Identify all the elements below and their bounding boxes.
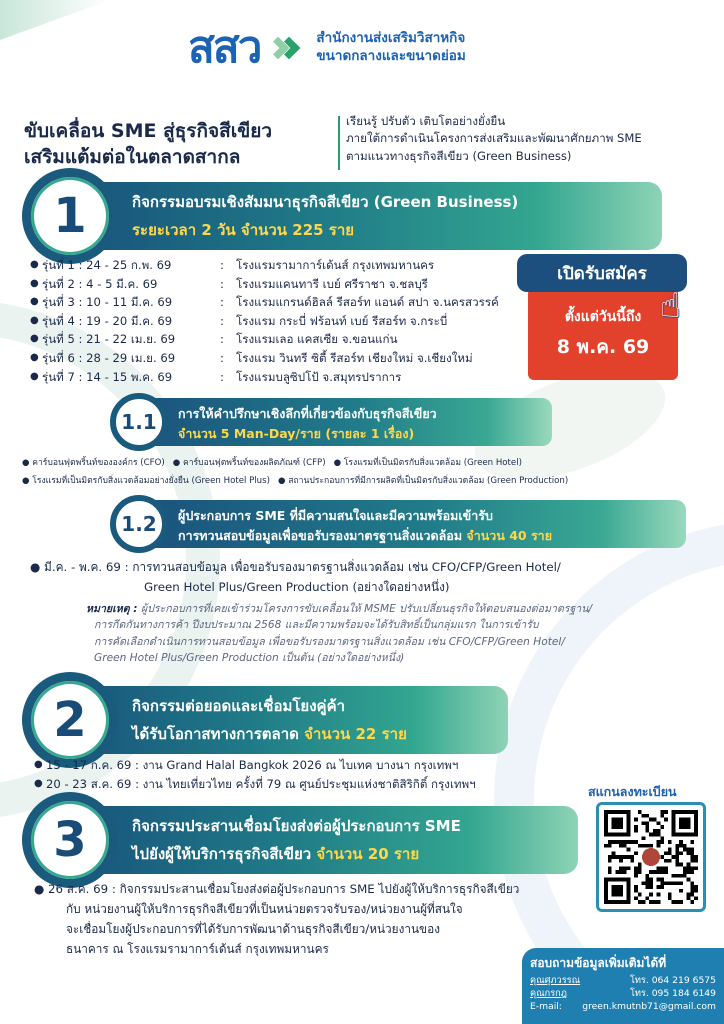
contact-email[interactable]: E-mail: green.kmutnb71@gmail.com [530, 1001, 716, 1012]
corner-decoration [0, 0, 110, 40]
contact-person: คุณศุภวรรณ โทร. 064 219 6575 [530, 975, 716, 986]
headline-line2: เสริมแต้มต่อในตลาดสากล [24, 146, 241, 169]
section1-number: 1 [22, 168, 118, 264]
agency-name-line2: ขนาดกลางและขนาดย่อม [316, 48, 466, 64]
qr-label: สแกนลงทะเบียน [588, 784, 677, 799]
section1-1-title: การให้คำปรึกษาเชิงลึกที่เกี่ยวข้องกับธุรกิจสีเขียว [178, 406, 437, 421]
topic-item: ● โรงแรมที่เป็นมิตรกับสิ่งแวดล้อมอย่างยั่งยืน (Green Hotel Plus) [22, 476, 270, 486]
section3-title: กิจกรรมประสานเชื่อมโยงส่งต่อผู้ประกอบการ SME [132, 817, 461, 835]
event-row: ● 15 - 17 ก.ค. 69 : งาน Grand Halal Bangkok 2026 ณ ไบเทค บางนา กรุงเทพฯ [34, 758, 459, 772]
verification-detail-line2: Green Hotel Plus/Green Production (อย่างใดอย่างหนึ่ง) [144, 580, 450, 594]
section3-banner [38, 806, 578, 874]
remark-line: หมายเหตุ : ผู้ประกอบการที่เคยเข้าร่วมโครงการขับเคลื่อนให้ MSME ปรับเปลี่ยนธุรกิจให้ตอบสนองต่อมาตรฐาน/ [86, 603, 593, 615]
headline-line1: ขับเคลื่อน SME สู่ธุรกิจสีเขียว [24, 120, 273, 142]
section3-detail-line4: ธนาคาร ณ โรงแรมรามาการ์เด้นส์ กรุงเทพมหานคร [66, 942, 329, 956]
registration-qr-code[interactable] [596, 802, 706, 912]
session-row: ● รุ่นที่ 1 : 24 - 25 ก.พ. 69 : โรงแรมรามาการ์เด้นส์ กรุงเทพมหานคร [30, 258, 435, 272]
qr-code-icon [604, 810, 698, 904]
registration-deadline-date: 8 พ.ค. 69 [556, 336, 650, 358]
agency-name [316, 30, 465, 65]
session-row: ● รุ่นที่ 6 : 28 - 29 เม.ย. 69 : โรงแรม วินทรี ซิตี้ รีสอร์ท เชียงใหม่ จ.เชียงใหม่ [30, 350, 473, 365]
section3-detail-line2: กับ หน่วยงานผู้ให้บริการธุรกิจสีเขียวที่เป็นหน่วยตรวจรับรอง/หน่วยงานผู้ที่สนใจ [66, 902, 463, 916]
logo-mark: สสว [188, 22, 261, 73]
section2-number: 2 [22, 672, 118, 768]
description-line1: เรียนรู้ ปรับตัว เติบโตอย่างยั่งยืน [346, 114, 506, 128]
header-divider [338, 116, 340, 170]
registration-deadline[interactable] [528, 288, 678, 380]
section3-detail-line1: ● 26 ส.ค. 69 : กิจกรรมประสานเชื่อมโยงส่งต่อผู้ประกอบการ SME ไปยังผู้ให้บริการธุรกิจสีเขียว [34, 882, 520, 896]
topics-row [22, 454, 568, 472]
topics-row [22, 472, 568, 490]
session-row: ● รุ่นที่ 7 : 14 - 15 พ.ค. 69 : โรงแรมบลูซิปโป้ จ.สมุทรปราการ [30, 369, 402, 384]
session-row: ● รุ่นที่ 4 : 19 - 20 มี.ค. 69 : โรงแรม กระบี่ ฟร้อนท์ เบย์ รีสอร์ท จ.กระบี่ [30, 313, 448, 328]
chevron-right-icon [270, 28, 306, 68]
registration-from-label: ตั้งแต่วันนี้ถึง [564, 309, 642, 325]
pointer-hand-icon: ☝ [660, 286, 681, 326]
agency-name-line1: สำนักงานส่งเสริมวิสาหกิจ [316, 30, 466, 47]
section1-session-list [30, 256, 499, 386]
section2-title: กิจกรรมต่อยอดและเชื่อมโยงคู่ค้า [132, 697, 346, 715]
topic-item: ● คาร์บอนฟุตพริ้นท์ของผลิตภัณฑ์ (CFP) [172, 458, 326, 468]
consulting-topics [22, 454, 568, 490]
contact-person: คุณกรกฎ โทร. 095 184 6149 [530, 988, 716, 999]
session-row: ● รุ่นที่ 2 : 4 - 5 มี.ค. 69 : โรงแรมแคนทารี เบย์ ศรีราชา จ.ชลบุรี [30, 276, 428, 291]
topic-item: ● โรงแรมที่เป็นมิตรกับสิ่งแวดล้อม (Green Hotel) [333, 458, 522, 468]
section3-subtitle: ไปยังผู้ให้บริการธุรกิจสีเขียว จำนวน 20 ราย [132, 845, 420, 863]
headline [24, 118, 324, 170]
osmep-logo [188, 22, 466, 73]
section1-2-banner [122, 500, 686, 548]
section1-subtitle: ระยะเวลา 2 วัน จำนวน 225 ราย [132, 221, 355, 239]
section1-2-subtitle: การทวนสอบข้อมูลเพื่อขอรับรองมาตรฐานสิ่งแวดล้อม จำนวน 40 ราย [178, 528, 553, 543]
remark-line: การกีดกันทางการค้า ปีงบประมาณ 2568 และมีความพร้อมจะได้รับสิทธิ์เป็นกลุ่มแรก ในการเข้ารับ [94, 619, 539, 632]
description-line2: ภายใต้การดำเนินโครงการส่งเสริมและพัฒนาศักยภาพ SME [346, 131, 642, 146]
section1-1-subtitle: จำนวน 5 Man-Day/ราย (รายละ 1 เรื่อง) [178, 426, 415, 441]
section1-title: กิจกรรมอบรมเชิงสัมมนาธุรกิจสีเขียว (Green Business) [132, 193, 519, 211]
section3-number: 3 [22, 792, 118, 888]
section1-2-number: 1.2 [110, 495, 168, 553]
open-registration-button[interactable]: เปิดรับสมัคร [517, 254, 687, 292]
section1-1-banner [122, 398, 552, 446]
verification-detail-line1: ● มี.ค. - พ.ค. 69 : การทวนสอบข้อมูล เพื่อขอรับรองมาตรฐานสิ่งแวดล้อม เช่น CFO/CFP/Green Hotel/ [30, 560, 561, 574]
remark-line: Green Hotel Plus/Green Production เป็นต้น (อย่างใดอย่างหนึ่ง) [94, 652, 405, 665]
contact-box [522, 948, 724, 1024]
topic-item: ● คาร์บอนฟุตพริ้นท์ขององค์กร (CFO) [22, 458, 165, 468]
section1-banner [38, 182, 662, 250]
section1-2-title: ผู้ประกอบการ SME ที่มีความสนใจและมีความพร้อมเข้ารับ [178, 508, 493, 523]
section1-1-number: 1.1 [110, 393, 168, 451]
header-description [346, 113, 716, 165]
session-row: ● รุ่นที่ 3 : 10 - 11 มี.ค. 69 : โรงแรมแกรนด์ฮิลล์ รีสอร์ท แอนด์ สปา จ.นครสวรรค์ [30, 295, 499, 310]
remark-line: การคัดเลือกดำเนินการทวนสอบข้อมูล เพื่อขอรับรองมาตรฐานสิ่งแวดล้อม เช่น CFO/CFP/Green Hotel/ [94, 635, 565, 648]
session-row: ● รุ่นที่ 5 : 21 - 22 เม.ย. 69 : โรงแรมเลอ แคสเซีย จ.ขอนแก่น [30, 332, 398, 347]
section3-detail-line3: จะเชื่อมโยงผู้ประกอบการที่ได้รับการพัฒนาด้านธุรกิจสีเขียว/หน่วยงานของ [66, 922, 440, 936]
event-row: ● 20 - 23 ส.ค. 69 : งาน ไทยเที่ยวไทย ครั้งที่ 79 ณ ศูนย์ประชุมแห่งชาติสิริกิติ์ กรุงเทพฯ [34, 776, 476, 791]
contact-heading: สอบถามข้อมูลเพิ่มเติมได้ที่ [530, 956, 667, 970]
remark [86, 601, 710, 667]
description-line3: ตามแนวทางธุรกิจสีเขียว (Green Business) [346, 148, 572, 163]
topic-item: ● สถานประกอบการที่มีการผลิตที่เป็นมิตรกับสิ่งแวดล้อม (Green Production) [277, 476, 569, 486]
section2-events [34, 756, 476, 793]
section2-subtitle: ได้รับโอกาสทางการตลาด จำนวน 22 ราย [132, 725, 407, 743]
